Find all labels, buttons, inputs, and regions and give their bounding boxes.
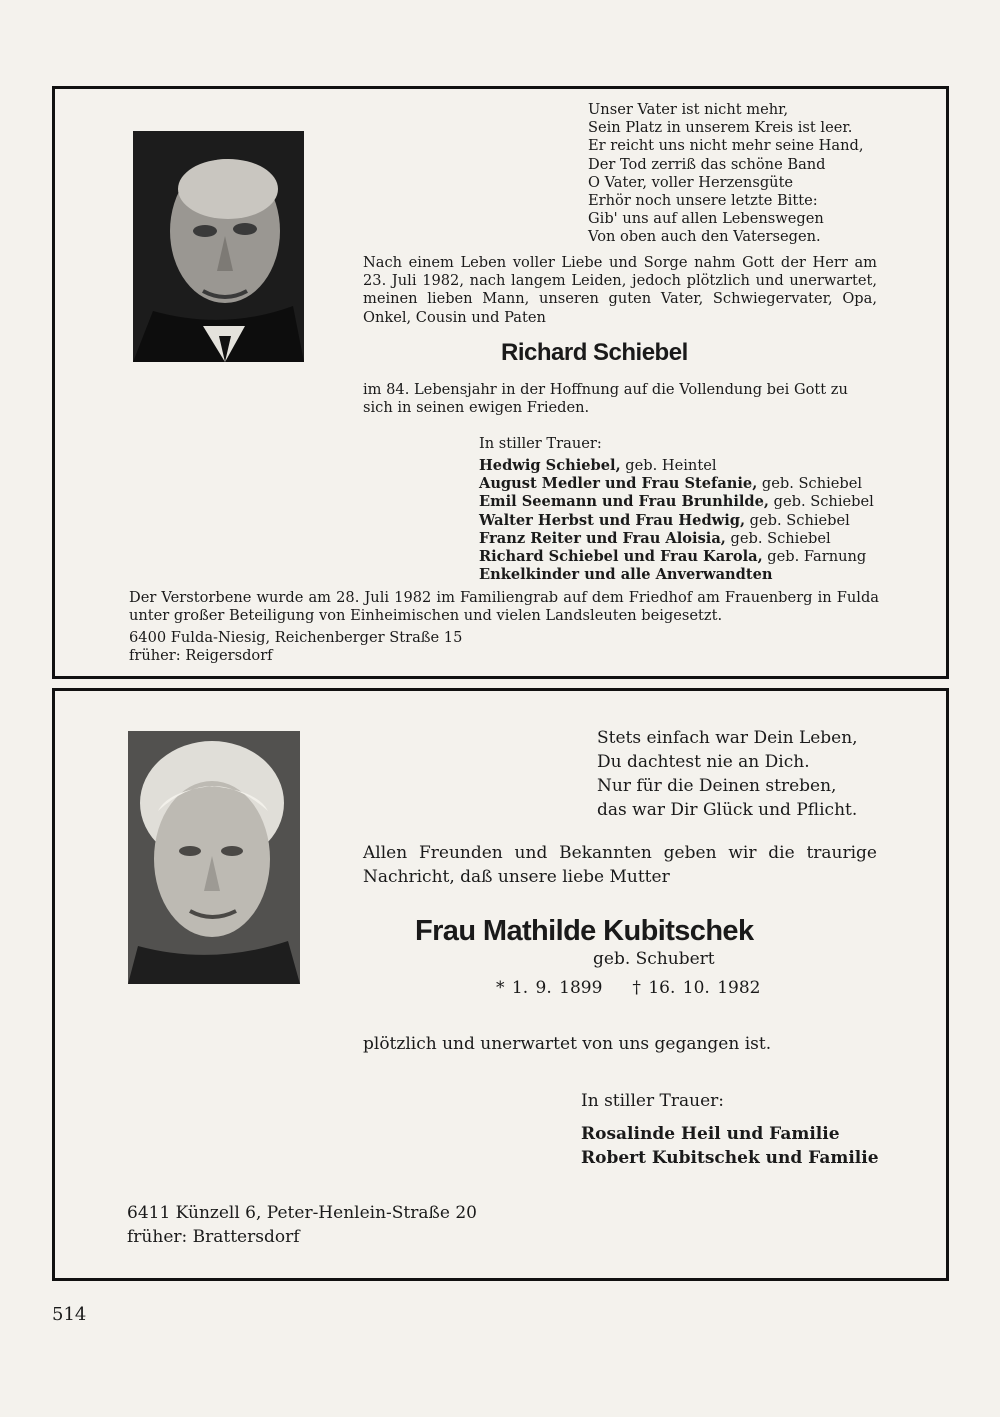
poem-line: Er reicht uns nicht mehr seine Hand,: [588, 137, 864, 155]
mourners-list: [479, 457, 875, 584]
poem-line: O Vater, voller Herzensgüte: [588, 173, 794, 191]
deceased-name: Frau Mathilde Kubitschek: [415, 915, 754, 947]
portrait-photo-man: [133, 131, 304, 362]
poem-line: Unser Vater ist nicht mehr,: [588, 101, 789, 118]
former-hometown: früher: Brattersdorf: [127, 1227, 300, 1247]
mourner-names: Emil Seemann und Frau Brunhilde,: [479, 493, 770, 511]
passing-text: plötzlich und unerwartet von uns gegangen ist.: [363, 1034, 772, 1054]
poem-line: Erhör noch unsere letzte Bitte:: [588, 192, 818, 210]
poem-line: Nur für die Deinen streben,: [597, 776, 837, 796]
portrait-photo-woman: [128, 731, 300, 984]
mourner-names: Enkelkinder und alle Anverwandten: [479, 566, 773, 584]
mourner-row: [479, 475, 875, 493]
address-line: 6400 Fulda-Niesig, Reichenberger Straße 15: [129, 629, 463, 646]
mourner-row: [479, 512, 875, 530]
poem-line: Sein Platz in unserem Kreis ist leer.: [588, 119, 853, 137]
mourning-label: In stiller Trauer:: [581, 1091, 724, 1111]
poem-line: Von oben auch den Vatersegen.: [588, 228, 821, 246]
birth-date: * 1. 9. 1899: [496, 978, 603, 998]
mourner-relation: geb. Farnung: [762, 548, 867, 566]
poem-line: Der Tod zerriß das schöne Band: [588, 155, 826, 173]
mourner-relation: geb. Schiebel: [745, 511, 850, 529]
mourner-relation: geb. Schiebel: [769, 493, 874, 511]
mourner-names: August Medler und Frau Stefanie,: [479, 475, 758, 493]
mourner-relation: geb. Heintel: [620, 457, 717, 474]
poem-line: das war Dir Glück und Pflicht.: [597, 800, 858, 820]
death-date: † 16. 10. 1982: [632, 978, 761, 998]
mourner-row: Robert Kubitschek und Familie: [581, 1148, 879, 1168]
poem-line: Stets einfach war Dein Leben,: [597, 728, 858, 748]
mourner-names: Walter Herbst und Frau Hedwig,: [479, 511, 746, 529]
former-hometown: früher: Reigersdorf: [129, 647, 273, 665]
mourner-names: Richard Schiebel und Frau Karola,: [479, 548, 763, 566]
mourner-row: [479, 566, 875, 584]
death-announcement-text: Allen Freunden und Bekannten geben wir die traurige Nachricht, daß unsere liebe Mutter: [363, 843, 877, 887]
mourner-names: Franz Reiter und Frau Aloisia,: [479, 529, 726, 547]
mourner-row: [479, 457, 875, 475]
age-text: im 84. Lebensjahr in der Hoffnung auf die Vollendung bei Gott zu sich in seinen ewigen Frieden.: [363, 381, 848, 417]
memorial-poem: [597, 726, 858, 822]
obituary-notice-mathilde-kubitschek: [52, 688, 949, 1281]
mourner-relation: geb. Schiebel: [757, 475, 863, 493]
mourner-row: [479, 493, 875, 511]
mourning-label: In stiller Trauer:: [479, 435, 602, 452]
birth-name: geb. Schubert: [593, 949, 715, 969]
family-address: [129, 629, 462, 665]
poem-line: Gib' uns auf allen Lebenswegen: [588, 210, 824, 228]
life-dates: [496, 978, 760, 998]
mourner-names: Hedwig Schiebel,: [479, 457, 621, 474]
mourner-row: [479, 548, 875, 566]
address-line: 6411 Künzell 6, Peter-Henlein-Straße 20: [127, 1203, 477, 1223]
mourners-list: [581, 1122, 879, 1170]
mourner-row: Rosalinde Heil und Familie: [581, 1124, 840, 1144]
memorial-poem: [588, 101, 863, 247]
poem-line: Du dachtest nie an Dich.: [597, 752, 810, 772]
mourner-relation: geb. Schiebel: [725, 529, 831, 547]
mourner-row: [479, 530, 875, 548]
family-address: [127, 1201, 477, 1249]
page-number: 514: [52, 1304, 87, 1325]
death-announcement-text: Nach einem Leben voller Liebe und Sorge nahm Gott der Herr am 23. Juli 1982, nach langem Leiden, jedoch plötzlich und unerwartet, meinen lieben Mann, unseren guten Vater, Schwiegervater, Opa, Onkel, Cousin und Paten: [363, 254, 877, 326]
deceased-name: Richard Schiebel: [501, 339, 688, 366]
obituary-notice-richard-schiebel: [52, 86, 949, 679]
burial-text: Der Verstorbene wurde am 28. Juli 1982 im Familiengrab auf dem Friedhof am Frauenberg in Fulda unter großer Beteiligung von Einheimischen und vielen Landsleuten beigesetzt.: [129, 589, 879, 625]
